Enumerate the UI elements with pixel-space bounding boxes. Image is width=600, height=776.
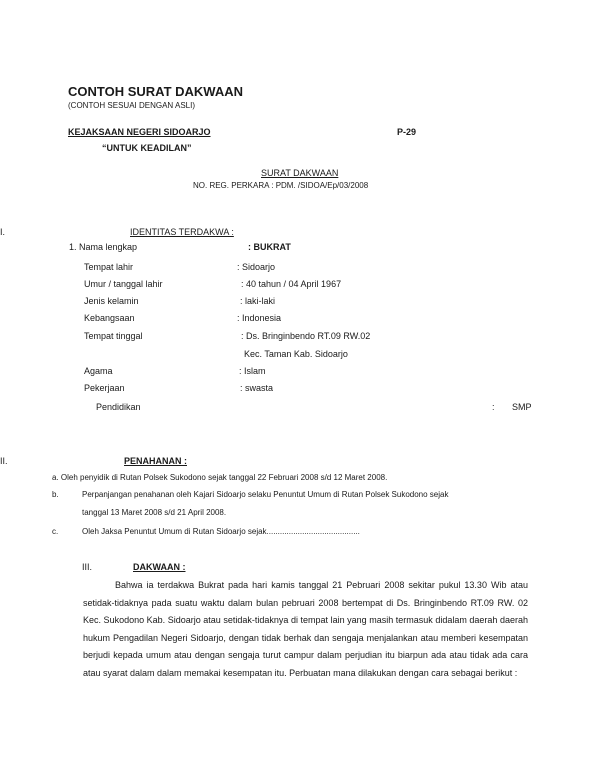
field-value: : swasta [240, 383, 274, 393]
letter-heading: SURAT DAKWAAN [261, 168, 339, 178]
indictment-text: Bahwa ia terdakwa Bukrat pada hari kamis tanggal 21 Pebruari 2008 sekitar pukul 13.30 Wib atau setidak-tidaknya pada suatu waktu dalam bulan pebruari 2008 bertempat di Ds. Bringinbendo RT.09 RW. 02 Kec. Sukodono Kab. Sidoarjo atau setidak-tidaknya di tempat lain yang masih termasuk didalam daerah daerah hukum Pengadilan Negeri Sidoarjo, dengan tidak berhak dan sengaja menjalankan atau memberi kesempatan berjudi kepada umum atau dengan sengaja turut campur dalam perjudian itu biarpun ada atau tidak ada cara atau syarat dalam dalam memakai kesempatan itu. Perbuatan mana dilakukan dengan cara sebagai berikut : [83, 580, 528, 678]
field-value: Kec. Taman Kab. Sidoarjo [244, 349, 348, 359]
detention-item-c: Oleh Jaksa Penuntut Umum di Rutan Sidoarjo sejak.......................................... [82, 527, 360, 536]
field-label: Agama [84, 366, 113, 376]
document-title: CONTOH SURAT DAKWAAN [68, 84, 244, 99]
detention-marker-b: b. [52, 490, 59, 499]
field-value: : Sidoarjo [237, 262, 276, 272]
detention-item-b-line1: Perpanjangan penahanan oleh Kajari Sidoarjo selaku Penuntut Umum di Rutan Polsek Sukodono sejak [82, 490, 449, 499]
field-value: : Indonesia [237, 313, 282, 323]
education-value: SMP [512, 402, 532, 412]
section-1-heading: IDENTITAS TERDAKWA : [130, 227, 234, 237]
detention-item-b-line2: tanggal 13 Maret 2008 s/d 21 April 2008. [82, 508, 227, 517]
document-subtitle: (CONTOH SESUAI DENGAN ASLI) [68, 101, 195, 110]
detention-marker-c: c. [52, 527, 59, 536]
field-label: Pekerjaan [84, 383, 125, 393]
field-label: Umur / tanggal lahir [84, 279, 163, 289]
education-label: Pendidikan [96, 402, 141, 412]
name-value: : BUKRAT [248, 242, 291, 252]
field-value: : laki-laki [240, 296, 276, 306]
field-value: : 40 tahun / 04 April 1967 [241, 279, 342, 289]
field-value: : Islam [239, 366, 266, 376]
section-2-numeral: II. [0, 456, 8, 466]
detention-item-a: a. Oleh penyidik di Rutan Polsek Sukodono sejak tanggal 22 Februari 2008 s/d 12 Maret 2008. [52, 473, 388, 482]
field-label: Tempat lahir [84, 262, 134, 272]
office-motto: “UNTUK KEADILAN” [102, 143, 192, 153]
education-colon: : [492, 402, 495, 412]
field-value: : Ds. Bringinbendo RT.09 RW.02 [241, 331, 371, 341]
field-label: Jenis kelamin [84, 296, 139, 306]
section-1-numeral: I. [0, 227, 6, 237]
registration-number: NO. REG. PERKARA : PDM. /SIDOA/Ep/03/2008 [193, 181, 369, 190]
field-label: Tempat tinggal [84, 331, 143, 341]
section-3-heading: DAKWAAN : [133, 562, 186, 572]
office-name: KEJAKSAAN NEGERI SIDOARJO [68, 127, 211, 137]
field-label: Kebangsaan [84, 313, 135, 323]
section-3-numeral: III. [82, 562, 93, 572]
section-2-heading: PENAHANAN : [124, 456, 187, 466]
name-label: 1. Nama lengkap [69, 242, 138, 252]
indictment-paragraph [83, 577, 528, 682]
form-code: P-29 [397, 127, 417, 137]
